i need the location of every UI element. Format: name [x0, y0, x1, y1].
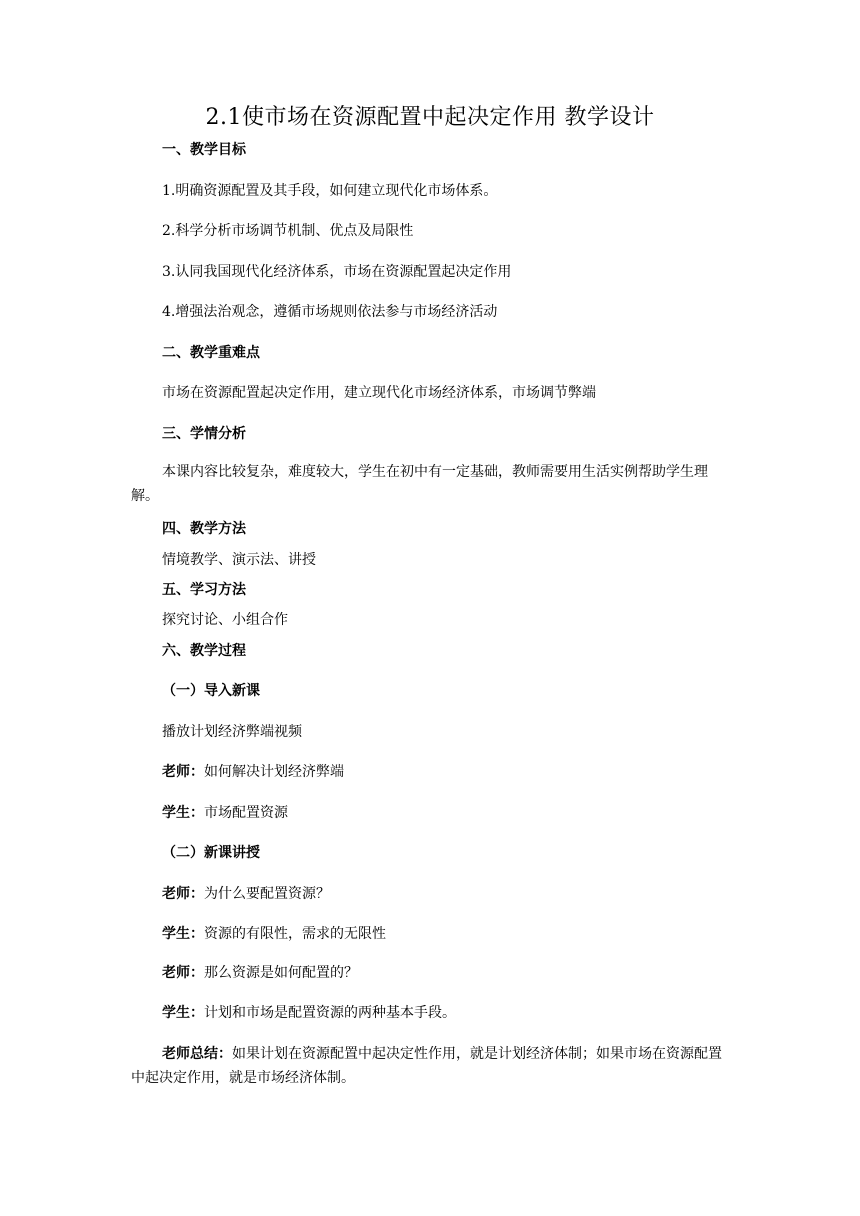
dialogue-text: 如何解决计划经济弊端 — [204, 764, 344, 780]
document-title: 2.1使市场在资源配置中起决定作用 教学设计 — [205, 105, 655, 130]
section-heading-key-points: 二、教学重难点 — [162, 345, 260, 361]
learning-methods-text: 探究讨论、小组合作 — [162, 612, 288, 628]
dialogue-line — [162, 1003, 456, 1023]
subsection-heading-introduction: （一）导入新课 — [162, 683, 260, 699]
key-points-text: 市场在资源配置起决定作用，建立现代化市场经济体系，市场调节弊端 — [162, 385, 596, 401]
section-heading-teaching-methods: 四、教学方法 — [162, 521, 246, 537]
objective-item: 2.科学分析市场调节机制、优点及局限性 — [162, 223, 414, 239]
dialogue-text: 市场配置资源 — [204, 805, 288, 821]
dialogue-text: 那么资源是如何配置的？ — [204, 965, 358, 981]
section-heading-objectives: 一、教学目标 — [162, 142, 246, 158]
teaching-methods-text: 情境教学、演示法、讲授 — [162, 552, 316, 568]
section-heading-student-analysis: 三、学情分析 — [162, 426, 246, 442]
teacher-summary — [131, 1042, 731, 1090]
speaker-label: 老师： — [162, 764, 204, 780]
speaker-label: 学生： — [162, 805, 204, 821]
dialogue-text: 为什么要配置资源？ — [204, 886, 330, 902]
dialogue-text: 计划和市场是配置资源的两种基本手段。 — [204, 1005, 456, 1021]
objective-item: 3.认同我国现代化经济体系，市场在资源配置起决定作用 — [162, 264, 512, 280]
speaker-label: 老师： — [162, 965, 204, 981]
dialogue-line — [162, 963, 358, 983]
student-analysis-text: 本课内容比较复杂，难度较大，学生在初中有一定基础，教师需要用生活实例帮助学生理解。 — [131, 464, 708, 504]
section-heading-learning-methods: 五、学习方法 — [162, 582, 246, 598]
dialogue-line — [162, 762, 344, 782]
speaker-label: 老师总结： — [162, 1046, 232, 1062]
objective-item: 1.明确资源配置及其手段，如何建立现代化市场体系。 — [162, 183, 498, 199]
subsection-heading-new-lesson: （二）新课讲授 — [162, 845, 260, 861]
dialogue-line — [162, 884, 330, 904]
speaker-label: 老师： — [162, 886, 204, 902]
section-heading-teaching-process: 六、教学过程 — [162, 643, 246, 659]
speaker-label: 学生： — [162, 1005, 204, 1021]
dialogue-line — [162, 924, 386, 944]
objective-item: 4.增强法治观念，遵循市场规则依法参与市场经济活动 — [162, 304, 498, 320]
dialogue-line — [162, 803, 288, 823]
summary-text: 如果计划在资源配置中起决定性作用，就是计划经济体制；如果市场在资源配置中起决定作用，就是市场经济体制。 — [131, 1046, 722, 1086]
introduction-text: 播放计划经济弊端视频 — [162, 724, 302, 740]
speaker-label: 学生： — [162, 926, 204, 942]
dialogue-text: 资源的有限性，需求的无限性 — [204, 926, 386, 942]
